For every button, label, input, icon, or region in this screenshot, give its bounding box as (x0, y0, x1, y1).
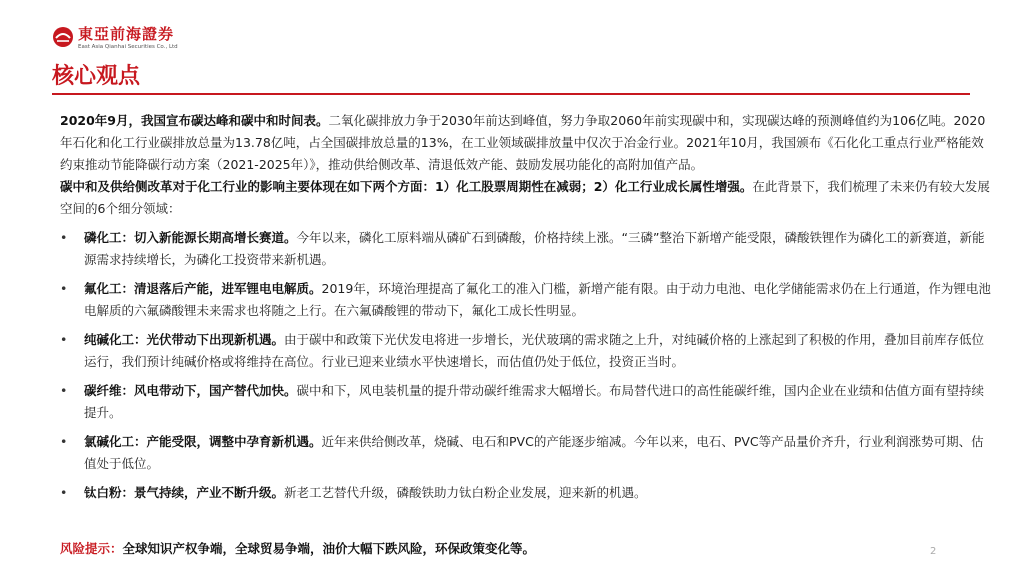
brand-name-en: East Asia Qianhai Securities Co., Ltd (78, 44, 178, 50)
list-item-text: 由于碳中和政策下光伏发电将进一步增长，光伏玻璃的需求随之上升，对纯碱价格的上涨起到了积极的作用，叠加目前库存低位运行，我们预计纯碱价格或将维持在高位。行业已迎来业绩水平快速增长，而估值仍处于低位，投资正当时。 (84, 332, 985, 369)
risk-label: 风险提示： (60, 541, 123, 556)
list-item-heading: 碳纤维：风电带动下，国产替代加快。 (84, 383, 297, 398)
list-item (60, 380, 992, 424)
list-item-heading: 氯碱化工：产能受限，调整中孕育新机遇。 (84, 434, 322, 449)
sector-list (60, 227, 992, 504)
bullet-icon: • (60, 230, 68, 245)
risk-warning (60, 539, 535, 559)
list-item-heading: 纯碱化工：光伏带动下出现新机遇。 (84, 332, 285, 347)
list-item (60, 329, 992, 373)
list-item (60, 482, 992, 504)
risk-text: 全球知识产权争端，全球贸易争端，油价大幅下跌风险，环保政策变化等。 (122, 541, 536, 556)
bullet-icon: • (60, 332, 68, 347)
bullet-icon: • (60, 434, 68, 449)
list-item-heading: 钛白粉：景气持续，产业不断升级。 (84, 485, 285, 500)
list-item-text: 近年来供给侧改革，烧碱、电石和PVC的产能逐步缩减。今年以来，电石、PVC等产品量价齐升，行业利润涨势可期、估值处于低位。 (84, 434, 984, 471)
intro-2-text: 在此背景下，我们梳理了未来仍有较大发展空间的6个细分领域： (60, 179, 990, 216)
list-item-text: 新老工艺替代升级，磷酸铁助力钛白粉企业发展，迎来新的机遇。 (284, 485, 647, 500)
brand-logo (52, 25, 252, 55)
list-item-heading: 氟化工：清退落后产能，进军锂电电解质。 (84, 281, 322, 296)
bullet-icon: • (60, 383, 68, 398)
list-item-heading: 磷化工：切入新能源长期高增长赛道。 (84, 230, 297, 245)
list-item-text: 碳中和下，风电装机量的提升带动碳纤维需求大幅增长。布局替代进口的高性能碳纤维，国内企业在业绩和估值方面有望持续提升。 (84, 383, 985, 420)
title-divider (52, 93, 970, 95)
page-title: 核心观点 (52, 64, 141, 89)
intro-2-highlight: 碳中和及供给侧改革对于化工行业的影响主要体现在如下两个方面：1）化工股票周期性在减弱；2）化工行业成长属性增强。 (60, 179, 753, 194)
page-number: 2 (930, 546, 937, 557)
list-item (60, 278, 992, 322)
brand-name-cn: 東亞前海證券 (78, 25, 175, 43)
intro-1-text: 二氧化碳排放力争于2030年前达到峰值，努力争取2060年前实现碳中和，实现碳达峰的预测峰值约为106亿吨。2020年石化和化工行业碳排放总量为13.78亿吨，占全国碳排放总量的13%，在工业领域碳排放量中仅次于冶金行业。2021年10月，我国颁布《石化化工重点行业严格能效约束推动节能降碳行动方案（2021-2025年）》，推动供给侧改革、清退低效产能、鼓励发展功能化的高附加值产品。 (60, 113, 986, 172)
bullet-icon: • (60, 281, 68, 296)
list-item-text: 2019年，环境治理提高了氟化工的准入门槛，新增产能有限。由于动力电池、电化学储能需求仍在上行通道，作为锂电池电解质的六氟磷酸锂未来需求也将随之上行。在六氟磷酸锂的带动下，氟化工成长性明显。 (84, 281, 991, 318)
intro-1-highlight: 2020年9月，我国宣布碳达峰和碳中和时间表。 (60, 113, 329, 128)
intro-paragraph-1 (60, 110, 992, 176)
main-content (60, 110, 992, 504)
brand-logo-icon (52, 26, 74, 48)
list-item-text: 今年以来，磷化工原料端从磷矿石到磷酸，价格持续上涨。“三磷”整治下新增产能受限，磷酸铁锂作为磷化工的新赛道，新能源需求持续增长，为磷化工投资带来新机遇。 (84, 230, 985, 267)
bullet-icon: • (60, 485, 68, 500)
list-item (60, 431, 992, 475)
intro-paragraph-2 (60, 176, 992, 220)
list-item (60, 227, 992, 271)
